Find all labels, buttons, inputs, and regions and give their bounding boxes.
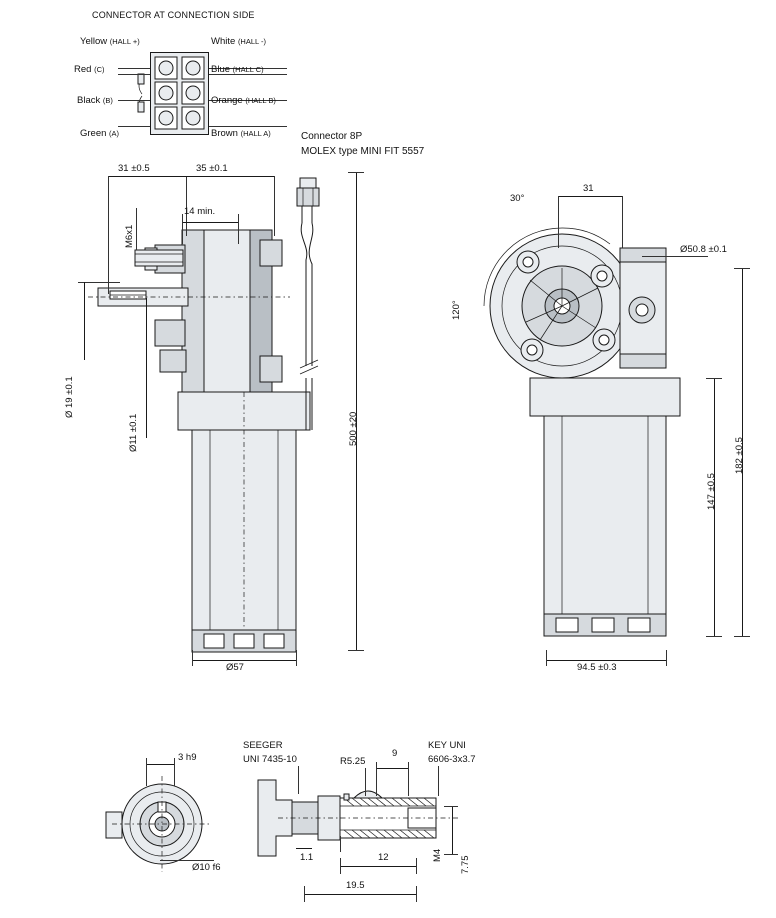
- cable-assembly: [290, 168, 350, 648]
- connector-note-line1: Connector 8P: [301, 131, 363, 142]
- dim-31-side: 31 ±0.5: [118, 163, 150, 174]
- connector-note-line2: MOLEX type MINI FIT 5557: [301, 146, 425, 157]
- dim-angle-30: 30°: [510, 193, 525, 204]
- connector-symbol: [150, 52, 210, 136]
- dim-945: 94.5 ±0.3: [577, 662, 617, 673]
- dim-182: 182 ±0.5: [734, 437, 745, 474]
- key-label-line2: 6606-3x3.7: [428, 754, 476, 765]
- pin-label-white: White (HALL -): [211, 36, 266, 47]
- seeger-label-line2: UNI 7435-10: [243, 754, 297, 765]
- dim-195: 19.5: [346, 880, 365, 891]
- dim-775: 7.75: [460, 855, 471, 874]
- dim-35-side: 35 ±0.1: [196, 163, 228, 174]
- dim-11: 1.1: [300, 852, 314, 863]
- key-label-line1: KEY UNI: [428, 740, 466, 751]
- dim-3h9: 3 h9: [178, 752, 197, 763]
- dim-d508: Ø50.8 ±0.1: [680, 244, 727, 255]
- pin-label-black: Black (B): [77, 95, 113, 106]
- dim-9: 9: [392, 748, 398, 759]
- dim-r525: R5.25: [340, 756, 366, 767]
- dim-cable-length: 500 ±20: [348, 411, 359, 446]
- pin-label-green: Green (A): [80, 128, 120, 139]
- dim-angle-120: 120°: [451, 300, 462, 320]
- dim-d11: Ø11 ±0.1: [128, 413, 139, 452]
- motor-front-view: [470, 218, 730, 658]
- dim-m6x1: M6x1: [124, 224, 135, 248]
- connector-title: CONNECTOR AT CONNECTION SIDE: [92, 10, 255, 20]
- dim-147: 147 ±0.5: [706, 473, 717, 510]
- pin-label-red: Red (C): [74, 64, 105, 75]
- dim-d57: Ø57: [226, 662, 244, 673]
- dim-14-min: 14 min.: [184, 206, 216, 217]
- dim-d19: Ø 19 ±0.1: [64, 376, 75, 418]
- dim-m4: M4: [432, 848, 443, 862]
- pin-label-yellow: Yellow (HALL +): [80, 36, 140, 47]
- dim-31-front: 31: [583, 183, 594, 194]
- pin-label-orange: Orange (HALL B): [211, 95, 276, 106]
- dim-12: 12: [378, 852, 389, 863]
- seeger-label-line1: SEEGER: [243, 740, 283, 751]
- pin-label-brown: Brown (HALL A): [211, 128, 271, 139]
- dim-d10f6: Ø10 f6: [192, 862, 221, 873]
- pin-label-blue: Blue (HALL C): [211, 64, 264, 75]
